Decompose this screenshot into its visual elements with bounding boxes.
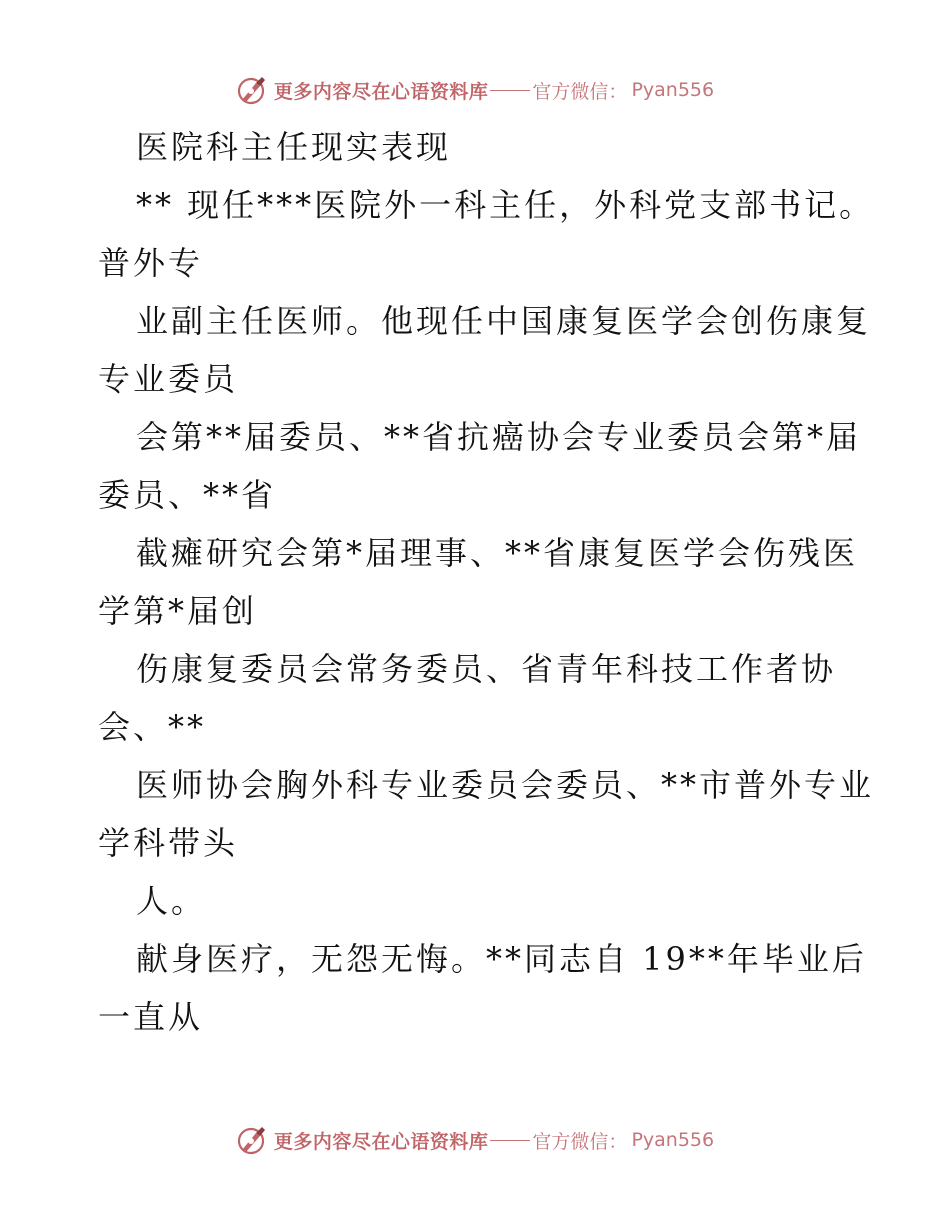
paragraph-line: 学第*届创 bbox=[98, 592, 258, 630]
paragraph-line: 献身医疗，无怨无悔。**同志自 19**年毕业后 bbox=[136, 940, 867, 978]
document-title: 医院科主任现实表现 bbox=[136, 128, 452, 166]
watermark-banner-top bbox=[0, 70, 950, 110]
paragraph-line: 普外专 bbox=[98, 244, 204, 282]
paragraph-line: 会、** bbox=[98, 708, 207, 746]
paragraph-line: 人。 bbox=[136, 882, 207, 920]
paragraph-line: 学科带头 bbox=[98, 824, 239, 862]
watermark-wechat-label: 官方微信： bbox=[532, 1130, 628, 1153]
watermark-brand-text: 更多内容尽在心语资料库 bbox=[273, 1130, 489, 1153]
watermark-brand-text: 更多内容尽在心语资料库 bbox=[273, 80, 489, 103]
watermark-wechat-id: Pyan556 bbox=[631, 79, 715, 101]
paragraph-line: 截瘫研究会第*届理事、**省康复医学会伤残医 bbox=[136, 534, 859, 572]
paragraph-line: 一直从 bbox=[98, 998, 204, 1036]
paragraph-line: 伤康复委员会常务委员、省青年科技工作者协 bbox=[136, 650, 837, 688]
paragraph-line: 专业委员 bbox=[98, 360, 239, 398]
watermark-wechat-label: 官方微信： bbox=[532, 80, 628, 103]
watermark-wechat-id: Pyan556 bbox=[631, 1129, 715, 1151]
pen-logo-icon bbox=[236, 1124, 268, 1156]
paragraph-line: 医师协会胸外科专业委员会委员、**市普外专业 bbox=[136, 766, 875, 804]
watermark-banner-bottom bbox=[0, 1120, 950, 1160]
paragraph-line: 委员、**省 bbox=[98, 476, 277, 514]
paragraph-line: 业副主任医师。他现任中国康复医学会创伤康复 bbox=[136, 302, 872, 340]
pen-logo-icon bbox=[236, 74, 268, 106]
watermark-dash bbox=[490, 1140, 530, 1141]
paragraph-line: 会第**届委员、**省抗癌协会专业委员会第*届 bbox=[136, 418, 862, 456]
watermark-dash bbox=[490, 90, 530, 91]
paragraph-line: ** 现任***医院外一科主任，外科党支部书记。 bbox=[136, 186, 875, 224]
